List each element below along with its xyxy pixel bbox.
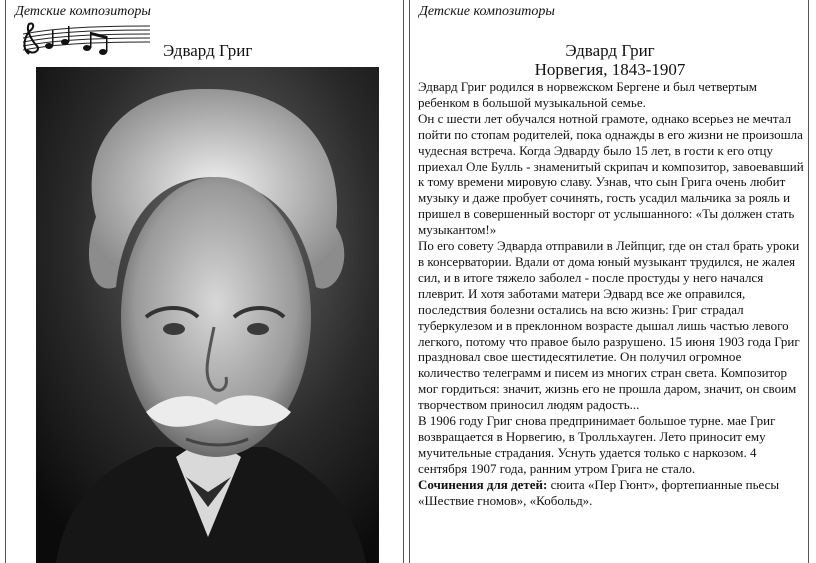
header-label: Детские композиторы [419,4,555,19]
header-label: Детские композиторы [15,4,151,19]
paragraph: В 1906 году Григ снова предпринимает большое турне. мае Григ возвращается в Норвегию, в Тролльхауген. Лето приносит ему мучительные страдания. Уснуть удается только с наркозом. 4 сентября 1907 года, ранним утром Грига не стало. [418,413,776,476]
paragraph: По его совету Эдварда отправили в Лейпциг, где он стал брать уроки в консерватории. Вдали от дома юный музыкант трудился, не жалея сил, и в итоге тяжело заболел - после простуды у него начался плеврит. И хотя заботами матери Эдвард все же оправился, последствия болезни остались на всю жизнь: Григ страдал туберкулезом и в преклонном возрасте дышал лишь частью левого легкого, потому что правое было разрушено. 15 июня 1903 года Григ праздновал свое шестидесятилетие. Он получил огромное количество телеграмм и писем из многих стран света. Композитор мог гордиться: значит, жизнь его не прошла даром, значит, он своим творчеством приносил людям радость... [418,238,800,413]
article-title: Эдвард Григ [565,41,655,60]
music-notes-decoration [15,20,155,64]
works-text: сюита «Пер Гюнт», фортепианные пьесы «Шествие гномов», «Кобольд». [418,476,780,508]
right-page [409,0,809,563]
left-page [5,0,404,563]
works-paragraph [418,477,804,509]
portrait-photo [36,67,379,563]
article-body [418,79,804,508]
paragraph: Он с шести лет обучался нотной грамоте, однако всерьез не мечтал пойти по стопам родителей, пока однажды в его жизни не произошла чудесная встреча. Когда Эдварду было 15 лет, в гости к его отцу приехал Оле Булль - знаменитый скрипач и композитор, завоевавший к тому времени мировую славу. Узнав, что сын Грига очень любит музыку и даже пробует сочинять, гость усадил мальчика за рояль и пришел в совершенный восторг от услышанного: «Ты должен стать музыкантом!» [418,110,804,238]
article-subtitle: Норвегия, 1843-1907 [534,60,686,79]
paragraph: Эдвард Григ родился в норвежском Бергене и был четвертым ребенком в большой музыкальной семье. [418,79,758,110]
works-label: Сочинения для детей: [418,476,548,492]
left-page-name: Эдвард Григ [163,41,253,60]
